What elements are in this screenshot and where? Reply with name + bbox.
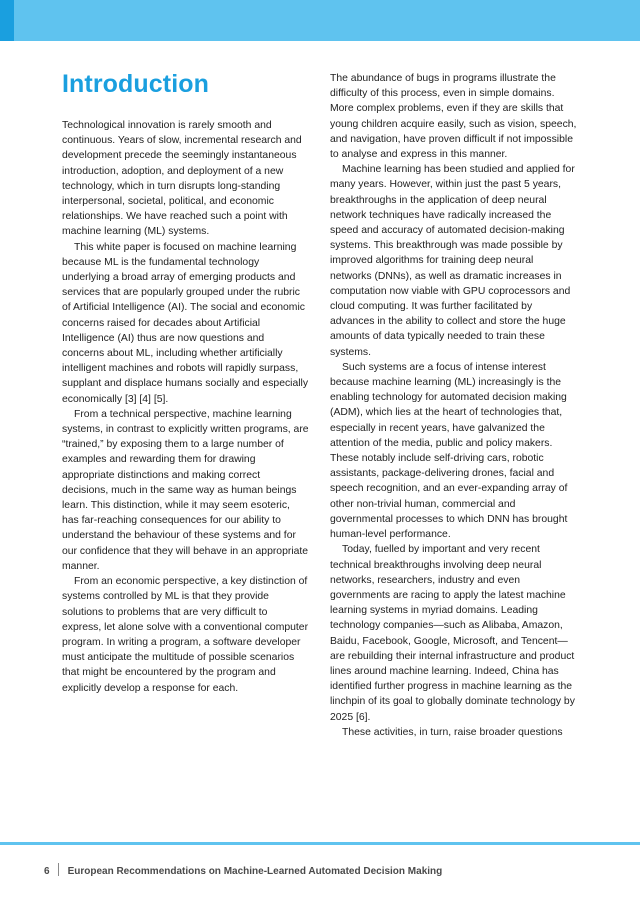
header-band <box>0 0 640 41</box>
footer-divider <box>58 863 59 876</box>
right-column <box>330 71 577 740</box>
header-accent-tab <box>0 0 14 41</box>
page-footer <box>44 863 442 877</box>
footer-rule <box>0 842 640 845</box>
footer-document-title: European Recommendations on Machine-Learned Automated Decision Making <box>67 866 443 877</box>
paragraph: Such systems are a focus of intense interest because machine learning (ML) increasingly is the enabling technology for automated decision making (ADM), which lies at the heart of technologies that, especially in recent years, have galvanized the attention of the media, public and policy makers. These notably include self-driving cars, robotic assistants, package-delivering drones, facial and speech recognition, and an ever-expanding array of other non-trivial human, commercial and governmental processes to which DNN has brought human-level performance. <box>330 361 568 541</box>
left-column <box>62 118 309 696</box>
page-number: 6 <box>44 866 50 877</box>
paragraph: This white paper is focused on machine learning because ML is the fundamental technology underlying a broad array of emerging products and services that are popularly grouped under the rubric of Artificial Intelligence (AI). The social and economic concerns raised for decades about Artificial Intelligence (AI) thus are now questions and concerns about ML, including whether artificially intelligent machines and robots will rapidly surpass, supplant and displace humans socially and especially economically [3] [4] [5]. <box>62 241 309 405</box>
paragraph: Machine learning has been studied and applied for many years. However, within just the past 5 years, breakthroughs in the application of deep neural network techniques have radically increased the speed and accuracy of automated decision-making systems. This breakthrough was made possible by improved algorithms for training deep neural networks (DNNs), as well as dramatic increases in computation now viable with GPU coprocessors and cloud computing. It was further facilitated by advances in the ability to collect and store the huge amounts of data typically needed to train these systems. <box>330 164 575 358</box>
paragraph: Technological innovation is rarely smooth and continuous. Years of slow, incremental research and development precede the seemingly instantaneous introduction, adoption, and deployment of a new technology, which in turn disrupts long-standing interpersonal, societal, political, and economic relationships. We have reached such a point with machine learning (ML) systems. <box>62 120 302 238</box>
section-title: Introduction <box>62 70 210 98</box>
paragraph: From a technical perspective, machine learning systems, in contrast to explicitly written programs, are “trained,” by exposing them to a large number of examples and rewarding them for drawing appropriate distinctions and making correct decisions, much in the same way as human beings learn. This distinction, while it may seem esoteric, has far-reaching consequences for our ability to understand the behaviour of these systems and for our confidence that they will behave in an appropriate manner. <box>62 408 309 572</box>
paragraph: The abundance of bugs in programs illustrate the difficulty of this process, even in simple domains. More complex problems, even if they are skills that young children acquire easily, such as vision, speech, and navigation, have proven difficult if not impossible to analyse and express in this manner. <box>330 73 577 161</box>
paragraph: Today, fuelled by important and very recent technical breakthroughs involving deep neural networks, researchers, industry and even governments are racing to apply the latest machine learning systems in myriad domains. Leading technology companies—such as Alibaba, Amazon, Baidu, Facebook, Google, Microsoft, and Tencent—are rebuilding their internal infrastructure and product lines around machine learning. Indeed, China has identified further progress in machine learning as the linchpin of its goal to globally dominate technology by 2025 [6]. <box>330 544 575 723</box>
paragraph: These activities, in turn, raise broader questions <box>342 726 563 738</box>
paragraph: From an economic perspective, a key distinction of systems controlled by ML is that they provide solutions to problems that are very difficult to express, let alone solve with a conventional computer program. In writing a program, a software developer must anticipate the multitude of possible scenarios that might be encountered by the program and explicitly develop a response for each. <box>62 576 309 694</box>
